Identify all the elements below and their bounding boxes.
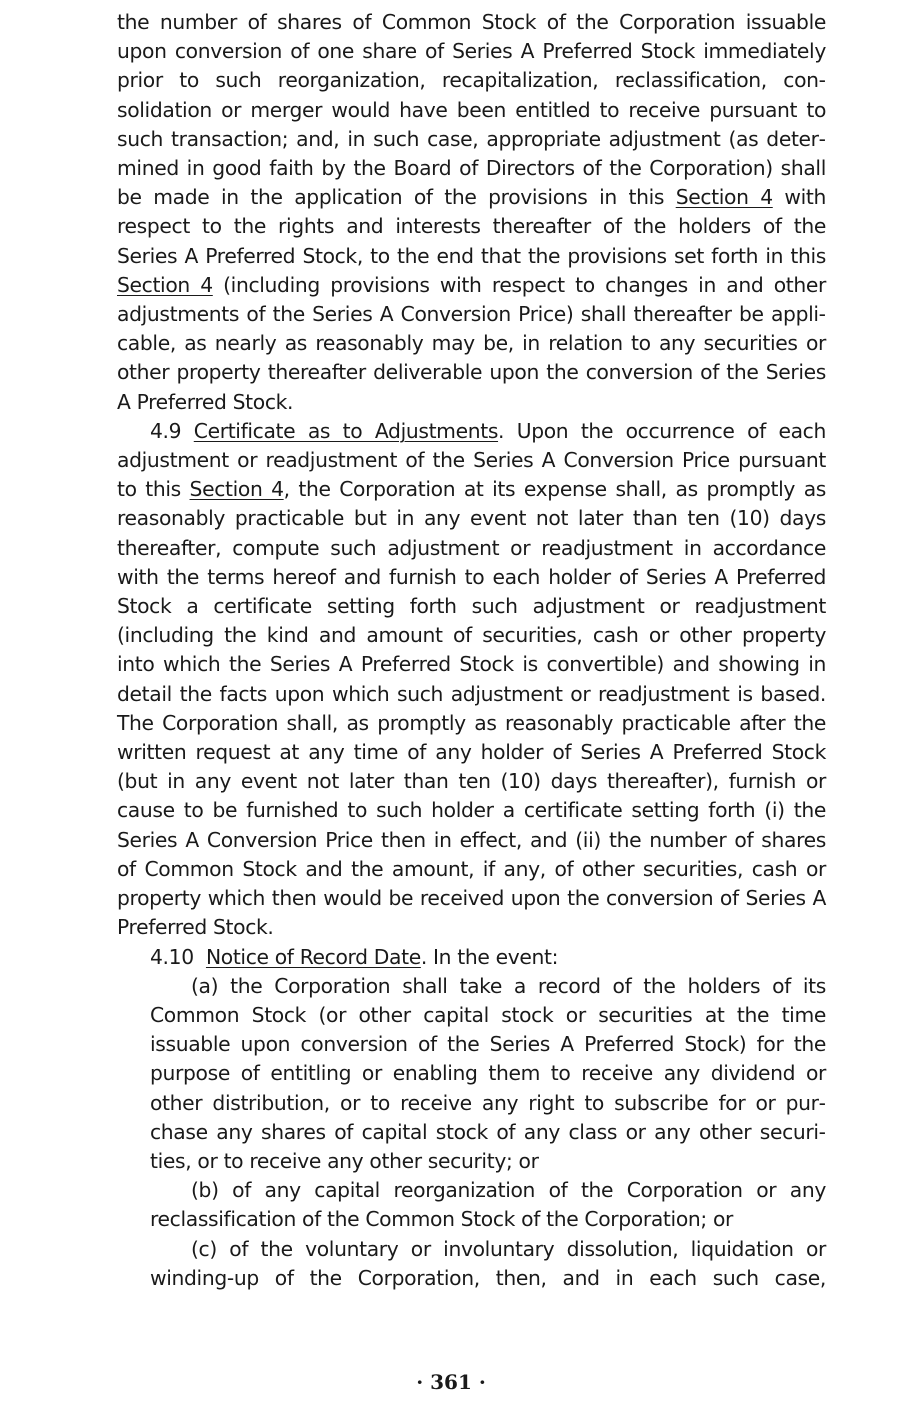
document-body [117,8,826,1293]
list-item-b: (b) of any capital reorganization of the Corporation or any reclassification of the Common Stock of the Corporation; or [150,1178,826,1232]
section-4-9: 4.9 Certificate as to Adjustments. Upon the occurrence of each adjustment or readjustment of the Series A Conversion Price pursuant to this Section 4, the Corporation at its expense shall, as promptly as reasonably practicable but in any event not later than ten (10) days thereafter, compute such adjustment or readjustment in accordance with the terms hereof and furnish to each holder of Series A Preferred Stock a certificate setting forth such adjustment or readjustment (including the kind and amount of securities, cash or other property into which the Series A Preferred Stock is convertible) and showing in detail the facts upon which such adjustment or readjustment is based. The Corporation shall, as promptly as reasonably practicable after the written request at any time of any holder of Series A Preferred Stock (but in any event not later than ten (10) days thereafter), furnish or cause to be furnished to such holder a certificate setting forth (i) the Series A Conversion Price then in effect, and (ii) the number of shares of Common Stock and the amount, if any, of other securities, cash or property which then would be received upon the conversion of Series A Preferred Stock. [117,418,826,940]
section-number: 4.9 [150,418,194,443]
section-reference: Section 4 [117,272,213,297]
section-number: 4.10 [150,944,206,969]
paragraph-continuation: the number of shares of Common Stock of the Corporation issuable upon conversion of one share of Series A Preferred Stock immediately prior to such reorganization, recapitalization, reclassification, consolidation or merger would have been entitled to receive pursuant to such transaction; and, in such case, appropriate adjustment (as determined in good faith by the Board of Directors of the Corporation) shall be made in the application of the provisions in this Section 4 with respect to the rights and interests thereafter of the holders of the Series A Preferred Stock, to the end that the provisions set forth in this Section 4 (including provisions with respect to changes in and other adjustments of the Series A Conversion Price) shall thereafter be applicable, as nearly as reasonably may be, in relation to any securities or other property thereafter deliverable upon the conversion of the Series A Preferred Stock. [117,10,826,414]
page-number: · 361 · [416,1370,486,1394]
list-item-a: (a) the Corporation shall take a record of the holders of its Common Stock (or other capital stock or securities at the time issuable upon conversion of the Series A Preferred Stock) for the purpose of entitling or enabling them to receive any dividend or other distribution, or to receive any right to subscribe for or purchase any shares of capital stock of any class or any other securities, or to receive any other security; or [150,973,826,1173]
section-heading: Notice of Record Date [205,944,421,969]
list-item-c: (c) of the voluntary or involuntary dissolution, liquidation or winding-up of the Corporation, then, and in each such case, [150,1236,826,1290]
section-heading: Certificate as to Adjustments [193,418,499,443]
section-reference: Section 4 [189,477,284,502]
section-reference: Section 4 [675,185,773,210]
section-4-10: 4.10 Notice of Record Date. In the event: [150,944,559,969]
